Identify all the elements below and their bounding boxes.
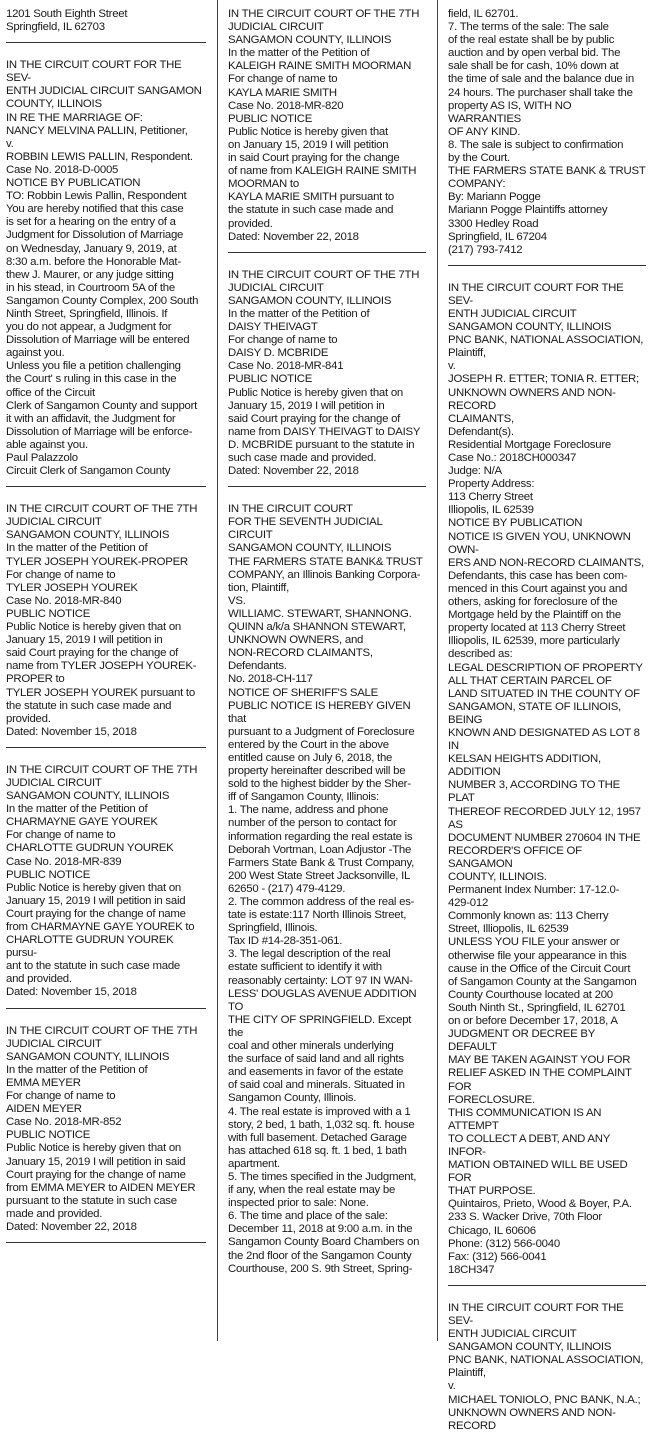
notice-text: IN THE CIRCUIT COURT OF THE 7TH JUDICIAL CIRCUIT SANGAMON COUNTY, ILLINOIS In the matter of the Petition of KALEIGH RAINE SMITH MOORMAN For change of name to KAYLA MARIE SMITH Case No. 2018-MR-820 PUBLIC NOTICE Public Notice is hereby given that on January 15, 2019 I will petition in said Court praying for the change of name from KALEIGH RAINE SMITH MOORMAN to KAYLA MARIE SMITH pursuant to the statute in such case made and provided. Dated: November 22, 2018: [228, 8, 420, 243]
notice-separator: [6, 486, 206, 487]
legal-notice-toniolo-foreclosure: [448, 1302, 646, 1433]
notice-text: IN THE CIRCUIT COURT FOR THE SEV- ENTH JUDICIAL CIRCUIT SANGAMON COUNTY, ILLINOIS PNC BANK, NATIONAL ASSOCIATION, Plaintiff, v. MICHAEL TONIOLO, PNC BANK, N.A.; UNKNOWN OWNERS AND NON-RECORD: [448, 1301, 644, 1432]
notice-separator: [6, 1008, 206, 1009]
legal-notice-sheriffs-sale: [228, 503, 426, 1276]
legal-notice-pallin-dissolution: [6, 59, 206, 478]
notice-text: field, IL 62701. 7. The terms of the sale: The sale of the real estate shall be by public auction and by open verbal bid. The sale shall be for cash, 10% down at the time of sale and the balance due in 24 hours. The purchaser shall take the property AS IS, WITH NO WARRANTIES OF ANY KIND. 8. The sale is subject to confirmation by the Court. THE FARMERS STATE BANK & TRUST COMPANY: By: Mariann Pogge Mariann Pogge Plaintiffs attorney 3300 Hedley Road Springfield, IL 67204 (217) 793-7412: [448, 8, 646, 256]
legal-notice-theivagt-name-change: [228, 269, 426, 479]
address-block: [6, 8, 206, 34]
legal-notice-meyer-name-change: [6, 1025, 206, 1235]
column-2: [228, 8, 426, 1341]
column-divider: [437, 0, 438, 1341]
legal-notice-moorman-name-change: [228, 8, 426, 244]
notice-separator: [6, 42, 206, 43]
notice-text: IN THE CIRCUIT COURT FOR THE SEVENTH JUDICIAL CIRCUIT SANGAMON COUNTY, ILLINOIS THE FARMERS STATE BANK& TRUST COMPANY, an Illinois Banking Corpora- tion, Plaintiff, VS. WILLIAMC. STEWART, SHANNONG. QUINN a/k/a SHANNON STEWART, UNKNOWN OWNERS, and NON-RECORD CLAIMANTS, Defendants. No. 2018-CH-117 NOTICE OF SHERIFF'S SALE PUBLIC NOTICE IS HEREBY GIVEN that pursuant to a Judgment of Foreclosure entered by the Court in the above entitled cause on July 6, 2018, the property hereinafter described will be sold to the highest bidder by the Sher- iff of Sangamon County, Illinois: 1. The name, address and phone number of the person to contact for information regarding the real estate is Deborah Vortman, Loan Adjustor -The Farmers State Bank & Trust Company, 200 West State Street Jacksonville, IL 62650 - (217) 479-4129. 2. The common address of the real es- tate is estate:117 North Illinois Street, Springfield, Illinois. Tax ID #14-28-351-061. 3. The legal description of the real estate sufficient to identify it with reasonably certainty: LOT 97 IN WAN- LESS' DOUGLAS AVENUE ADDITION TO THE CITY OF SPRINGFIELD. Except the coal and other minerals underlying the surface of said land and all rights and easements in favor of the estate of said coal and minerals. Situated in Sangamon County, Illinois. 4. The real estate is improved with a 1 story, 2 bed, 1 bath, 1,032 sq. ft. house with full basement. Detached Garage has attached 618 sq. ft. 1 bed, 1 bath apartment. 5. The times specified in the Judgment, if any, when the real estate may be inspected prior to sale: None. 6. The time and place of the sale: December 11, 2018 at 9:00 a.m. in the Sangamon County Board Chambers on the 2nd floor of the Sangamon County Courthouse, 200 S. 9th Street, Spring-: [228, 503, 423, 1275]
notice-text: 1201 South Eighth Street Springfield, IL 62703: [6, 8, 128, 34]
notice-separator: [228, 252, 426, 253]
notice-text: IN THE CIRCUIT COURT OF THE 7TH JUDICIAL CIRCUIT SANGAMON COUNTY, ILLINOIS In the matter of the Petition of CHARMAYNE GAYE YOUREK For change of name to CHARLOTTE GUDRUN YOUREK Case No. 2018-MR-839 PUBLIC NOTICE Public Notice is hereby given that on January 15, 2019 I will petition in said Court praying for the change of name from CHARMAYNE GAYE YOUREK to CHARLOTTE GUDRUN YOUREK pursu- ant to the statute in such case made and provided. Dated: November 15, 2018: [6, 763, 198, 999]
notice-text: IN THE CIRCUIT COURT OF THE 7TH JUDICIAL CIRCUIT SANGAMON COUNTY, ILLINOIS In the matter of the Petition of TYLER JOSEPH YOUREK-PROPER For change of name to TYLER JOSEPH YOUREK Case No. 2018-MR-840 PUBLIC NOTICE Public Notice is hereby given that on January 15, 2019 I will petition in said Court praying for the change of name from TYLER JOSEPH YOUREK- PROPER to TYLER JOSEPH YOUREK pursuant to the statute in such case made and provided. Dated: November 15, 2018: [6, 503, 198, 738]
notice-text: IN THE CIRCUIT COURT FOR THE SEV- ENTH JUDICIAL CIRCUIT SANGAMON COUNTY, ILLINOIS IN RE THE MARRIAGE OF: NANCY MELVINA PALLIN, Petitioner, v. ROBBIN LEWIS PALLIN, Respondent. Case No. 2018-D-0005 NOTICE BY PUBLICATION TO: Robbin Lewis Pallin, Respondent You are hereby notified that this case is set for a hearing on the entry of a Judgment for Dissolution of Marriage on Wednesday, January 9, 2019, at 8:30 a.m. before the Honorable Mat- thew J. Maurer, or any judge sitting in his stead, in Courtroom 5A of the Sangamon County Complex, 200 South Ninth Street, Springfield, Illinois. If you do not appear, a Judgment for Dissolution of Marriage will be entered against you. Unless you file a petition challenging the Court' s ruling in this case in the office of the Circuit Clerk of Sangamon County and support it with an affidavit, the Judgment for Dissolution of Marriage will be enforce- able against you. Paul Palazzolo Circuit Clerk of Sangamon County: [6, 59, 202, 478]
legal-notice-charmayne-yourek-name-change: [6, 764, 206, 1000]
legal-notice-yourek-proper-name-change: [6, 503, 206, 739]
notice-separator: [448, 1285, 646, 1286]
notice-separator: [6, 747, 206, 748]
notice-text: IN THE CIRCUIT COURT FOR THE SEV- ENTH JUDICIAL CIRCUIT SANGAMON COUNTY, ILLINOIS PNC BANK, NATIONAL ASSOCIATION, Plaintiff, v. JOSEPH R. ETTER; TONIA R. ETTER; UNKNOWN OWNERS AND NON-RECORD CLAIMANTS, Defendant(s). Residential Mortgage Foreclosure Case No.: 2018CH000347 Judge: N/A Property Address: 113 Cherry Street Illiopolis, IL 62539 NOTICE BY PUBLICATION NOTICE IS GIVEN YOU, UNKNOWN OWN- ERS AND NON-RECORD CLAIMANTS, Defendants, this case has been com- menced in this Court against you and others, asking for foreclosure of the Mortgage held by the Plaintiff on the property located at 113 Cherry Street Illiopolis, IL 62539, more particularly described as: LEGAL DESCRIPTION OF PROPERTY ALL THAT CERTAIN PARCEL OF LAND SITUATED IN THE COUNTY OF SANGAMON, STATE OF ILLINOIS, BEING KNOWN AND DESIGNATED AS LOT 8 IN KELSAN HEIGHTS ADDITION, ADDITION NUMBER 3, ACCORDING TO THE PLAT THEREOF RECORDED JULY 12, 1957 AS DOCUMENT NUMBER 270604 IN THE RECORDER'S OFFICE OF SANGAMON COUNTY, ILLINOIS. Permanent Index Number: 17-12.0- 429-012 Commonly known as: 113 Cherry Street, Illiopolis, IL 62539 UNLESS YOU FILE your answer or otherwise file your appearance in this cause in the Office of the Circuit Court of Sangamon County at the Sangamon County Courthouse located at 200 South Ninth St., Springfield, IL 62701 on or before December 17, 2018, A JUDGMENT OR DECREE BY DEFAULT MAY BE TAKEN AGAINST YOU FOR RELIEF ASKED IN THE COMPLAINT FOR FORECLOSURE. THIS COMMUNICATION IS AN ATTEMPT TO COLLECT A DEBT, AND ANY INFOR- MATION OBTAINED WILL BE USED FOR THAT PURPOSE. Quintairos, Prieto, Wood & Boyer, P.A. 233 S. Wacker Drive, 70th Floor Chicago, IL 60606 Phone: (312) 566-0040 Fax: (312) 566-0041 18CH347: [448, 281, 644, 1276]
column-1: [6, 8, 206, 1341]
legal-notice-etter-foreclosure: [448, 282, 646, 1277]
notice-separator: [448, 265, 646, 266]
column-divider: [217, 0, 218, 1341]
legal-notice-sheriffs-sale-continued: [448, 8, 646, 257]
column-3: [448, 8, 646, 1432]
notice-text: IN THE CIRCUIT COURT OF THE 7TH JUDICIAL CIRCUIT SANGAMON COUNTY, ILLINOIS In the matter of the Petition of DAISY THEIVAGT For change of name to DAISY D. MCBRIDE Case No. 2018-MR-841 PUBLIC NOTICE Public Notice is hereby given that on January 15, 2019 I will petition in said Court praying for the change of name from DAISY THEIVAGT to DAISY D. MCBRIDE pursuant to the statute in such case made and provided. Dated: November 22, 2018: [228, 268, 421, 478]
notice-text: IN THE CIRCUIT COURT OF THE 7TH JUDICIAL CIRCUIT SANGAMON COUNTY, ILLINOIS In the matter of the Petition of EMMA MEYER For change of name to AIDEN MEYER Case No. 2018-MR-852 PUBLIC NOTICE Public Notice is hereby given that on January 15, 2019 I will petition in said Court praying for the change of name from EMMA MEYER to AIDEN MEYER pursuant to the statute in such case made and provided. Dated: November 22, 2018: [6, 1024, 198, 1233]
notice-separator: [6, 1242, 206, 1243]
notice-separator: [228, 486, 426, 487]
